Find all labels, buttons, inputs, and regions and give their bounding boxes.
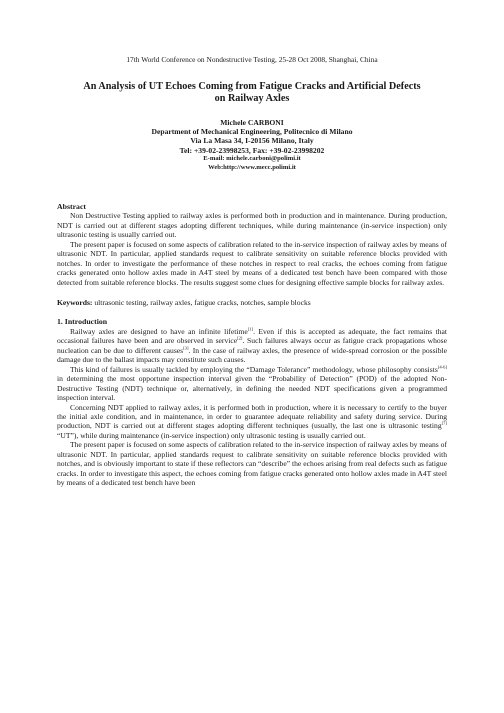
- intro-paragraph-4: The present paper is focused on some aspects of calibration related to the in-service inspection of railway axles by means of ultrasonic NDT. In particular, applied standards request to calibrate sensitivity on suitable reference blocks provided with notches, and is obviously important to state if these reflectors can “describe” the echoes arising from real defects such as fatigue cracks. In order to investigate this aspect, the echoes coming from fatigue cracks generated onto hollow axles made in A4T steel by means of a dedicated test bench have been: [57, 440, 447, 488]
- intro-p1-text-a: Railway axles are designed to have an infinite lifetime: [70, 326, 248, 336]
- intro-p1-text-d: . In the case of railway axles, the presence of wide-spread corrosion or the possible damage due to the ballast impacts may constitute such causes.: [57, 345, 447, 365]
- citation-4-6: [4-6]: [437, 364, 447, 370]
- citation-2: [2]: [237, 335, 243, 341]
- intro-p1-text-c: . Such failures always occur as fatigue crack propagations whose nucleation can be due to different causes: [57, 336, 447, 355]
- author-name: Michele CARBONI: [220, 118, 284, 127]
- citation-7: [7]: [441, 420, 447, 426]
- keywords-text: ultrasonic testing, railway axles, fatigue cracks, notches, sample blocks: [92, 298, 311, 308]
- abstract-paragraph-2: The present paper is focused on some aspects of calibration related to the in-service inspection of railway axles by means of ultrasonic NDT. In particular, applied standards request to calibrate sensitivity on suitable reference blocks provided with notches. In order to investigate the performance of these notches in respect to real cracks, the echoes coming from fatigue cracks generated onto hollow axles made in A4T steel by means of a dedicated test bench have been compared with those detected from suitable reference blocks. The results suggest some clues for designing effective sample blocks for railway axles.: [57, 239, 447, 287]
- abstract-paragraph-1: Non Destructive Testing applied to railway axles is performed both in production and in maintenance. During production, NDT is carried out at different stages adopting different techniques, while during maintenance (in-service inspection) only ultrasonic testing is usually carried out.: [57, 211, 447, 240]
- abstract-heading: Abstract: [57, 202, 87, 212]
- intro-p2-text-a: This kind of failures is usually tackled by employing the “Damage Tolerance” methodology, whose philosophy consists: [70, 364, 438, 374]
- intro-paragraph-2: [57, 365, 447, 403]
- intro-p2-text-b: in determining the most opportune inspection interval given the “Probability of Detection” (POD) of the adopted Non-Destructive Testing (NDT) technique or, alternatively, in defining the needed NDT specifications given a programmed inspection interval.: [57, 374, 447, 403]
- title-line-1: An Analysis of UT Echoes Coming from Fatigue Cracks and Artificial Defects: [83, 81, 421, 92]
- paper-title: [57, 81, 447, 105]
- address: Via La Masa 34, I-20156 Milano, Italy: [190, 136, 314, 146]
- phone-fax: Tel: +39-02-23998253, Fax: +39-02-23998202: [179, 145, 325, 155]
- conference-header: 17th World Conference on Nondestructive Testing, 25-28 Oct 2008, Shanghai, China: [126, 55, 378, 64]
- citation-1: [1]: [247, 326, 254, 332]
- email: E-mail: michele.carboni@polimi.it: [203, 154, 301, 162]
- intro-paragraph-1: [57, 327, 447, 365]
- keywords: [57, 298, 447, 307]
- intro-paragraph-3: [57, 403, 447, 441]
- keywords-label: Keywords:: [57, 298, 93, 308]
- intro-p3-text-a: Concerning NDT applied to railway axles, it is performed both in production, where it is necessary to certify to the buyer the initial axle condition, and in maintenance, in order to guarantee adequate reliability and safety during service. During production, NDT is carried out at different stages adopting different techniques (usually, the last one is ultrasonic testing: [57, 402, 447, 431]
- citation-3: [3]: [183, 345, 189, 351]
- intro-p3-text-b: “UT”), while during maintenance (in-service inspection) only ultrasonic testing is usually carried out.: [57, 430, 366, 440]
- affiliation: Department of Mechanical Engineering, Politecnico di Milano: [151, 127, 353, 137]
- title-line-2: on Railway Axles: [214, 93, 290, 104]
- website: Web:http://www.mecc.polimi.it: [208, 163, 296, 171]
- section-heading-introduction: 1. Introduction: [57, 317, 108, 327]
- intro-p1-text-b: . Even if this is accepted as adequate, the fact remains that occasional failures have been and are observed in service: [57, 326, 447, 346]
